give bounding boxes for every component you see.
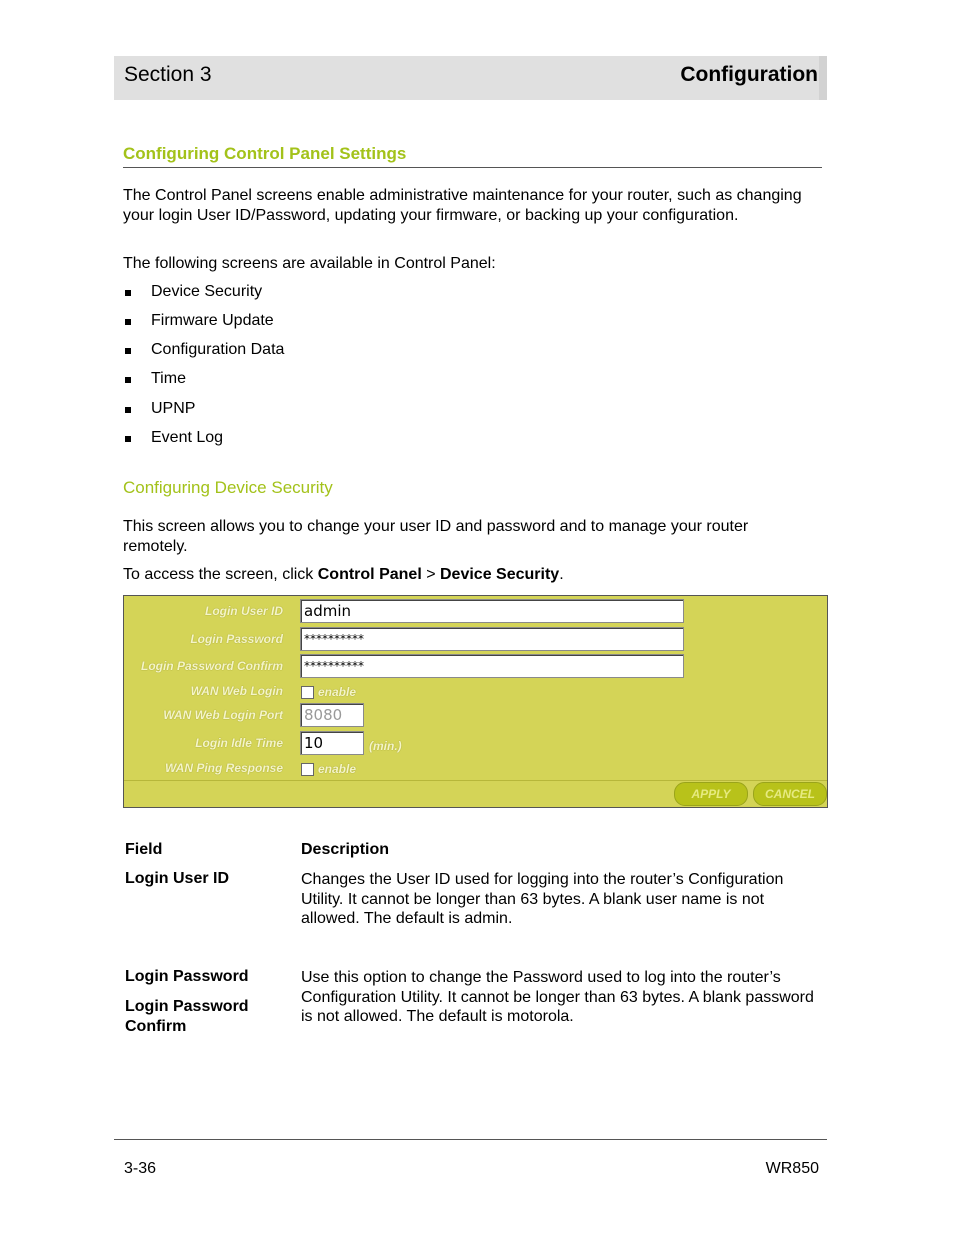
intro-paragraph: The Control Panel screens enable administrative maintenance for your router, such as changing your login User ID/Password, updating your firmware, or backing up your configuration. <box>123 187 802 224</box>
login-idle-time-input[interactable]: 10 <box>300 731 364 755</box>
login-password-label: Login Password <box>190 632 283 646</box>
button-bar-divider <box>124 780 827 781</box>
table-row-field: Login User ID <box>125 870 230 887</box>
list-intro: The following screens are available in Control Panel: <box>123 255 496 272</box>
section-label: Section 3 <box>124 63 212 86</box>
footer-rule <box>114 1139 827 1140</box>
model-name: WR850 <box>765 1160 819 1177</box>
heading-rule <box>123 167 822 168</box>
heading-control-panel: Configuring Control Panel Settings <box>123 144 407 163</box>
section-title: Configuration <box>680 63 818 86</box>
cancel-button[interactable]: CANCEL <box>753 782 827 806</box>
device-security-form <box>123 595 828 808</box>
login-user-id-label: Login User ID <box>204 604 283 618</box>
login-user-id-input[interactable]: admin <box>300 599 684 623</box>
bullet-icon <box>125 348 131 354</box>
wan-web-login-port-label: WAN Web Login Port <box>163 708 283 722</box>
bullet-icon <box>125 436 131 442</box>
bullet-icon <box>125 290 131 296</box>
wan-web-login-checkbox[interactable] <box>301 686 314 699</box>
table-header-field: Field <box>125 841 163 858</box>
device-security-paragraph: This screen allows you to change your user ID and password and to manage your router remotely. <box>123 518 749 555</box>
table-row-field: Login Password <box>125 968 249 985</box>
idle-time-unit-label: (min.) <box>369 739 402 753</box>
wan-ping-response-label: WAN Ping Response <box>164 761 283 775</box>
heading-device-security: Configuring Device Security <box>123 478 333 497</box>
control-panel-ref: Control Panel <box>317 566 422 583</box>
table-row-description: Use this option to change the Password used to log into the router’s Configuration Utility. It cannot be longer than 63 bytes. A blank password is not allowed. The default is motorola. <box>301 969 814 1025</box>
login-password-confirm-input[interactable]: ********** <box>300 654 684 678</box>
wan-web-login-label: WAN Web Login <box>190 684 283 698</box>
apply-button[interactable]: APPLY <box>674 782 748 806</box>
login-password-confirm-label: Login Password Confirm <box>140 659 283 673</box>
page-number: 3-36 <box>124 1160 157 1177</box>
table-header-description: Description <box>301 841 390 858</box>
wan-web-login-enable-label: enable <box>318 685 357 699</box>
login-idle-time-label: Login Idle Time <box>195 736 283 750</box>
bullet-icon <box>125 377 131 383</box>
login-password-input[interactable]: ********** <box>300 627 684 651</box>
wan-web-login-port-input[interactable]: 8080 <box>300 703 364 727</box>
wan-ping-enable-label: enable <box>318 762 357 776</box>
bullet-icon <box>125 319 131 325</box>
table-row-field-2: Login Password Confirm <box>125 998 249 1035</box>
table-row-description: Changes the User ID used for logging into the router’s Configuration Utility. It cannot be longer than 63 bytes. A blank user name is not allowed. The default is admin. <box>301 871 784 927</box>
device-security-ref: Device Security <box>440 566 560 583</box>
wan-ping-response-checkbox[interactable] <box>301 763 314 776</box>
access-instruction: To access the screen, click Control Panel > Device Security. <box>123 566 564 583</box>
bullet-icon <box>125 407 131 413</box>
